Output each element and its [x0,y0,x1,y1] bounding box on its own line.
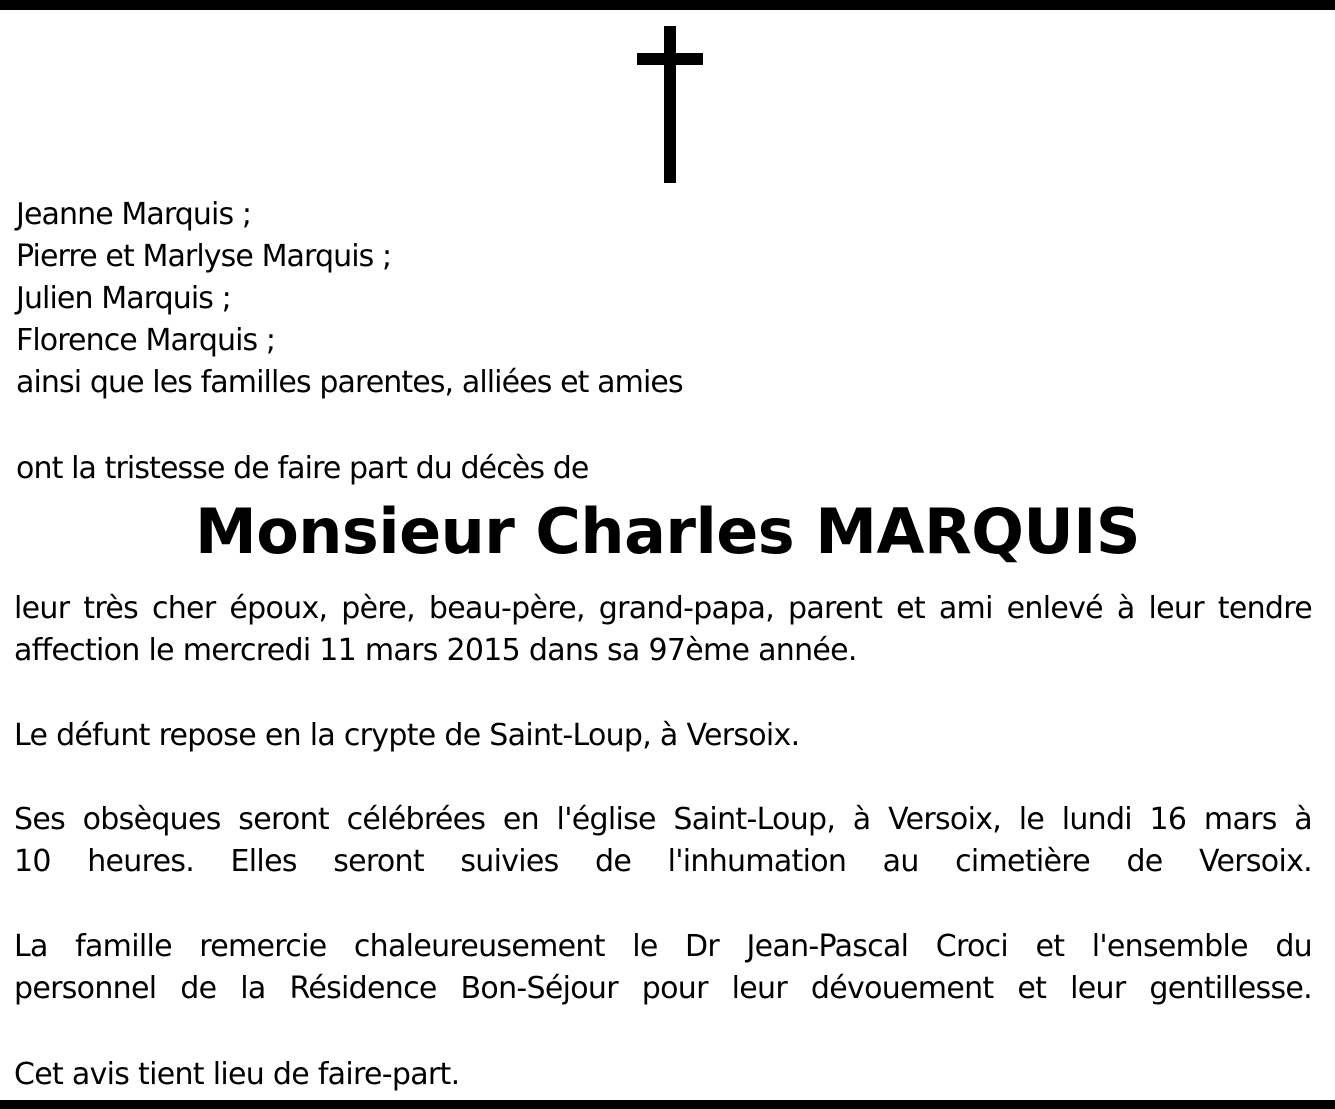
paragraph-notice [14,1054,1312,1096]
paragraph-rest-place [14,715,1312,757]
paragraph-line: affection le mercredi 11 mars 2015 dans sa 97ème année. [14,633,857,668]
family-list [16,194,683,404]
top-border [0,0,1335,10]
paragraph-line: leur très cher époux, père, beau-père, grand-papa, parent et ami enlevé à leur tendre [14,591,1312,626]
bottom-border [0,1100,1335,1109]
paragraph-line: personnel de la Résidence Bon-Séjour pour leur dévouement et leur gentillesse. [14,971,1312,1006]
family-line: Pierre et Marlyse Marquis ; [16,239,392,274]
paragraph-thanks [14,926,1312,1010]
family-line: Julien Marquis ; [16,281,231,316]
paragraph-relation [14,588,1312,672]
paragraph-line: Ses obsèques seront célébrées en l'église Saint-Loup, à Versoix, le lundi 16 mars à [14,802,1312,837]
paragraph-line: Le défunt repose en la crypte de Saint-Loup, à Versoix. [14,718,800,753]
family-line: ainsi que les familles parentes, alliées et amies [16,365,683,400]
cross-icon [637,26,703,183]
paragraph-line: La famille remercie chaleureusement le Dr Jean-Pascal Croci et l'ensemble du [14,929,1312,964]
paragraph-line: 10 heures. Elles seront suivies de l'inhumation au cimetière de Versoix. [14,844,1312,879]
family-line: Jeanne Marquis ; [16,197,252,232]
deceased-name: Monsieur Charles MARQUIS [195,495,1140,568]
paragraph-line: Cet avis tient lieu de faire-part. [14,1057,460,1092]
announcement-intro: ont la tristesse de faire part du décès de [16,451,589,486]
paragraph-funeral [14,799,1312,883]
family-line: Florence Marquis ; [16,323,276,358]
